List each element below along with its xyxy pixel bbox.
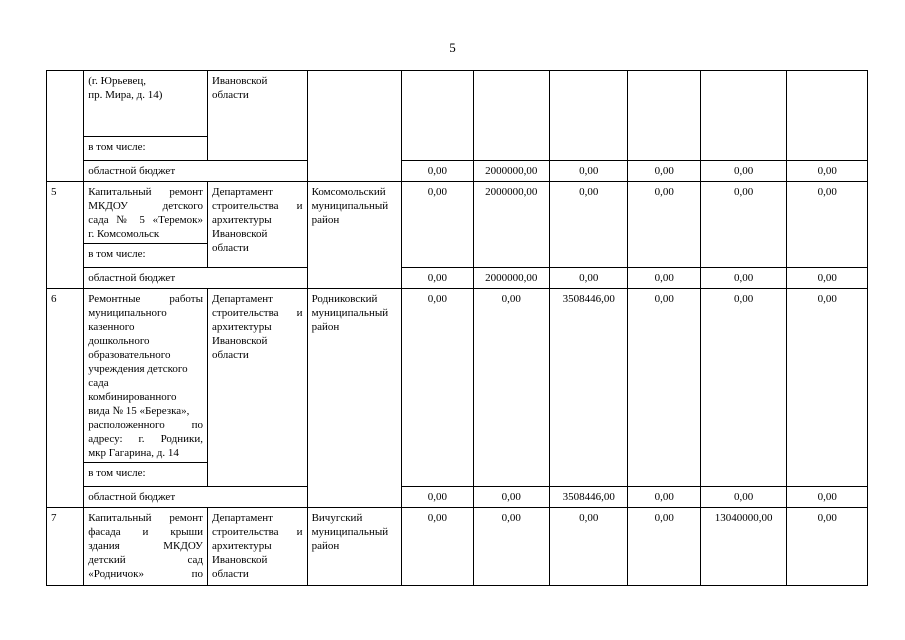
budget-value: 0,00 xyxy=(700,268,787,289)
customer-line: Ивановской xyxy=(211,228,268,240)
object-line: мкр Гагарина, д. 14 xyxy=(88,447,179,459)
value-cell: 3508446,00 xyxy=(550,289,628,487)
row-index: 6 xyxy=(47,289,84,508)
object-line: расположенного по xyxy=(88,419,203,431)
object-line: здания МКДОУ xyxy=(88,540,203,552)
subtitle-cell: в том числе: xyxy=(84,244,208,268)
object-line: казенного xyxy=(88,321,135,333)
object-line: сада № 5 «Теремок» xyxy=(88,214,203,226)
object-line: образовательного xyxy=(88,349,171,361)
territory-cell xyxy=(307,71,402,182)
table-row xyxy=(47,71,868,137)
budget-value: 0,00 xyxy=(402,487,473,508)
value-cell: 0,00 xyxy=(787,182,868,268)
customer-line: области xyxy=(211,242,249,254)
object-line: дошкольного xyxy=(88,335,150,347)
row-index xyxy=(47,71,84,182)
value-cell xyxy=(700,71,787,161)
object-line: фасада и крыши xyxy=(88,526,203,538)
object-line: пр. Мира, д. 14) xyxy=(88,89,163,101)
value-cell: 2000000,00 xyxy=(473,182,549,268)
value-cell: 0,00 xyxy=(550,182,628,268)
customer-line: Департамент xyxy=(211,293,273,305)
value-cell: 0,00 xyxy=(628,182,700,268)
budget-value: 0,00 xyxy=(700,161,787,182)
object-line: адресу: г. Родники, xyxy=(88,433,203,445)
table-row xyxy=(47,182,868,244)
value-cell: 0,00 xyxy=(473,508,549,586)
budget-value: 0,00 xyxy=(787,268,868,289)
customer-cell xyxy=(207,71,307,161)
page-number: 5 xyxy=(449,40,456,55)
value-cell: 0,00 xyxy=(628,508,700,586)
budget-value: 3508446,00 xyxy=(550,487,628,508)
subtitle-cell: в том числе: xyxy=(84,463,208,487)
subtitle-cell: в том числе: xyxy=(84,137,208,161)
object-cell xyxy=(84,182,208,244)
budget-value: 0,00 xyxy=(628,161,700,182)
territory-line: Комсомольский xyxy=(311,186,386,198)
customer-line: Ивановской xyxy=(211,554,268,566)
territory-line: район xyxy=(311,214,340,226)
customer-line: строительства и xyxy=(211,307,303,319)
budget-value: 0,00 xyxy=(628,487,700,508)
object-cell xyxy=(84,289,208,463)
territory-line: Родниковский xyxy=(311,293,378,305)
customer-line: архитектуры xyxy=(211,321,272,333)
value-cell xyxy=(550,71,628,161)
object-line: детский сад xyxy=(88,554,203,566)
table-row xyxy=(47,289,868,463)
budget-value: 0,00 xyxy=(550,161,628,182)
territory-line: муниципальный xyxy=(311,307,389,319)
value-cell: 0,00 xyxy=(700,289,787,487)
budget-value: 0,00 xyxy=(628,268,700,289)
value-cell xyxy=(787,71,868,161)
row-index: 5 xyxy=(47,182,84,289)
territory-cell xyxy=(307,182,402,289)
budget-value: 2000000,00 xyxy=(473,268,549,289)
value-cell: 0,00 xyxy=(473,289,549,487)
value-cell: 0,00 xyxy=(402,508,473,586)
territory-line: Вичугский xyxy=(311,512,363,524)
budget-value: 0,00 xyxy=(402,161,473,182)
value-cell: 0,00 xyxy=(550,508,628,586)
territory-cell xyxy=(307,289,402,508)
customer-line: области xyxy=(211,349,249,361)
value-cell xyxy=(473,71,549,161)
budget-value: 0,00 xyxy=(550,268,628,289)
customer-line: области xyxy=(211,89,249,101)
value-cell: 0,00 xyxy=(402,182,473,268)
budget-label: областной бюджет xyxy=(84,487,307,508)
customer-line: архитектуры xyxy=(211,214,272,226)
object-line: вида № 15 «Березка», xyxy=(88,405,190,417)
object-line: г. Комсомольск xyxy=(88,228,160,240)
territory-line: район xyxy=(311,540,340,552)
customer-cell xyxy=(207,182,307,268)
object-line: МКДОУ детского xyxy=(88,200,203,212)
budget-value: 0,00 xyxy=(473,487,549,508)
object-line: муниципального xyxy=(88,307,167,319)
object-line: Капитальный ремонт xyxy=(88,186,203,198)
value-cell: 0,00 xyxy=(402,289,473,487)
value-cell xyxy=(628,71,700,161)
row-index: 7 xyxy=(47,508,84,586)
table-row xyxy=(47,268,868,289)
object-cell xyxy=(84,508,208,586)
value-cell: 0,00 xyxy=(787,289,868,487)
value-cell: 0,00 xyxy=(787,508,868,586)
value-cell: 0,00 xyxy=(700,182,787,268)
object-line: учреждения детского xyxy=(88,363,188,375)
budget-value: 0,00 xyxy=(700,487,787,508)
customer-cell xyxy=(207,289,307,487)
customer-line: Ивановской xyxy=(211,335,268,347)
budget-table xyxy=(46,70,868,586)
table-row xyxy=(47,161,868,182)
object-line: Ремонтные работы xyxy=(88,293,203,305)
value-cell: 0,00 xyxy=(628,289,700,487)
territory-line: район xyxy=(311,321,340,333)
object-line: «Родничок» по xyxy=(88,568,203,580)
budget-value: 0,00 xyxy=(787,161,868,182)
customer-line: архитектуры xyxy=(211,540,272,552)
customer-line: строительства и xyxy=(211,526,303,538)
object-line: Капитальный ремонт xyxy=(88,512,203,524)
object-line: сада xyxy=(88,377,109,389)
territory-line: муниципальный xyxy=(311,200,389,212)
territory-line: муниципальный xyxy=(311,526,389,538)
customer-line: Департамент xyxy=(211,186,273,198)
object-line: комбинированного xyxy=(88,391,177,403)
object-line: (г. Юрьевец, xyxy=(88,75,147,87)
customer-line: Департамент xyxy=(211,512,273,524)
value-cell xyxy=(402,71,473,161)
customer-cell xyxy=(207,508,307,586)
table-row xyxy=(47,487,868,508)
territory-cell xyxy=(307,508,402,586)
budget-value: 0,00 xyxy=(402,268,473,289)
budget-label: областной бюджет xyxy=(84,161,307,182)
customer-line: области xyxy=(211,568,249,580)
budget-value: 2000000,00 xyxy=(473,161,549,182)
object-cell xyxy=(84,71,208,137)
table-row xyxy=(47,508,868,586)
customer-line: Ивановской xyxy=(211,75,268,87)
value-cell: 13040000,00 xyxy=(700,508,787,586)
budget-value: 0,00 xyxy=(787,487,868,508)
customer-line: строительства и xyxy=(211,200,303,212)
budget-label: областной бюджет xyxy=(84,268,307,289)
